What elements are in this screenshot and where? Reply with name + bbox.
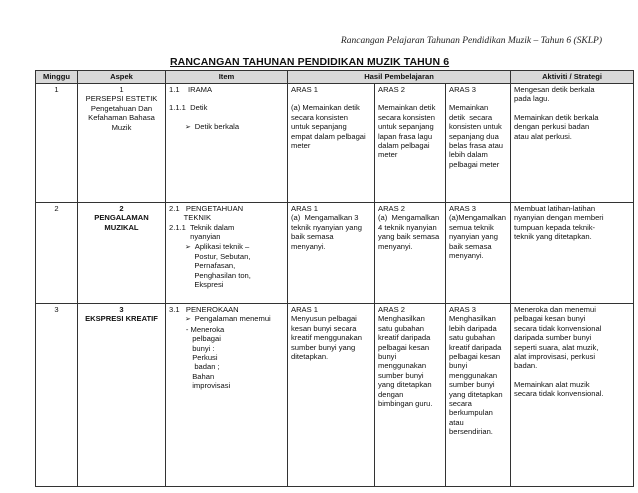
cell-minggu: 1 bbox=[36, 84, 78, 203]
aspek-line: PENGALAMAN bbox=[94, 213, 149, 223]
aktiviti-line: atau alat perkusi. bbox=[514, 131, 572, 141]
item-line: pelbagai bbox=[169, 334, 221, 344]
blank-line bbox=[378, 94, 442, 103]
aras1-line: menyanyi. bbox=[291, 241, 326, 251]
item-line: improvisasi bbox=[169, 381, 231, 391]
blank-line bbox=[169, 94, 284, 103]
aras1-line: (a) Memainkan detik bbox=[291, 103, 360, 113]
item-line: ➢ Detik berkala bbox=[169, 122, 284, 132]
aktiviti-line: alat improvisasi, perkusi bbox=[514, 352, 596, 362]
aktiviti-line: seperti suara, alat muzik, bbox=[514, 342, 599, 352]
aspek-line: MUZIKAL bbox=[104, 222, 139, 232]
cell-item bbox=[166, 203, 288, 304]
table-header-row bbox=[36, 71, 634, 84]
aras3-line: Memainkan bbox=[449, 103, 489, 113]
aktiviti-line: Meneroka dan menemui bbox=[514, 305, 596, 314]
aktiviti-line: tumpuan kepada teknik- bbox=[514, 222, 596, 232]
aras2-line: lapan frasa lagu bbox=[378, 131, 433, 141]
aras2-line: bimbingan guru. bbox=[378, 399, 433, 409]
blank-line bbox=[514, 104, 630, 113]
item-line: Perkusi bbox=[169, 353, 218, 363]
cell-aktiviti bbox=[511, 304, 634, 487]
aras1-line: ARAS 1 bbox=[291, 85, 319, 94]
aras2-line: pelbagai kesan bbox=[378, 342, 430, 352]
item-line: 2.1 PENGETAHUAN bbox=[169, 204, 244, 213]
aspek-line: Kefahaman Bahasa bbox=[88, 113, 155, 123]
running-header: Rancangan Pelajaran Tahunan Pendidikan Muzik – Tahun 6 (SKLP) bbox=[340, 36, 602, 46]
aras1-line: kreatif menggunakan bbox=[291, 333, 362, 343]
aras3-line: baik semasa bbox=[449, 241, 492, 251]
cell-item bbox=[166, 84, 288, 203]
aras1-line: (a) Mengamalkan 3 bbox=[291, 213, 359, 223]
aras2-line: ARAS 2 bbox=[378, 305, 406, 314]
aktiviti-line: pelbagai kesan bunyi bbox=[514, 314, 586, 324]
blank-line bbox=[169, 113, 284, 122]
aras3-line: bunyi bbox=[449, 361, 468, 371]
aktiviti-line: secara tidak konvensional bbox=[514, 323, 602, 333]
aras1-line: untuk sepanjang bbox=[291, 122, 347, 132]
aras2-line: bunyi bbox=[378, 352, 397, 362]
aras3-line: lebih daripada bbox=[449, 323, 497, 333]
cell-item bbox=[166, 304, 288, 487]
table-row bbox=[36, 304, 634, 487]
aras3-line: ARAS 3 bbox=[449, 305, 477, 314]
cell-aspek bbox=[78, 304, 166, 487]
aras1-line: sumber bunyi yang bbox=[291, 342, 356, 352]
item-line: badan ; bbox=[169, 362, 220, 372]
aras1-line: empat dalam pelbagai bbox=[291, 131, 366, 141]
aras3-line: menggunakan bbox=[449, 370, 498, 380]
item-line: nyanyian bbox=[169, 232, 221, 242]
aras2-line: Menghasilkan bbox=[378, 314, 425, 324]
aktiviti-line: Mengesan detik berkala bbox=[514, 85, 595, 94]
aras2-line: Memainkan detik bbox=[378, 103, 436, 113]
item-line: 1.1.1 Detik bbox=[169, 103, 208, 113]
document-title: RANCANGAN TAHUNAN PENDIDIKAN MUZIK TAHUN 6 bbox=[170, 56, 450, 68]
cell-aras1 bbox=[288, 203, 375, 304]
blank-line bbox=[291, 94, 371, 103]
aras3-line: bersendirian. bbox=[449, 427, 493, 437]
aras2-line: yang ditetapkan bbox=[378, 380, 432, 390]
item-line: Ekspresi bbox=[169, 280, 224, 290]
aras3-line: sumber bunyi bbox=[449, 380, 495, 390]
item-line: Penghasilan ton, bbox=[169, 270, 251, 280]
aras2-line: untuk sepanjang bbox=[378, 122, 434, 132]
aras1-line: kesan bunyi secara bbox=[291, 323, 357, 333]
aras2-line: ARAS 2 bbox=[378, 204, 406, 213]
aras3-line: kreatif daripada bbox=[449, 342, 502, 352]
aktiviti-line: Membuat latihan-latihan bbox=[514, 204, 596, 213]
aspek-line: EKSPRESI KREATIF bbox=[85, 314, 158, 324]
aktiviti-line: Memainkan detik berkala bbox=[514, 112, 599, 122]
aspek-number: 2 bbox=[119, 204, 124, 213]
aras3-line: sepanjang dua bbox=[449, 131, 499, 141]
cell-aktiviti bbox=[511, 203, 634, 304]
aras2-line: kreatif daripada bbox=[378, 333, 431, 343]
aspek-number: 1 bbox=[119, 85, 124, 94]
blank-line bbox=[514, 371, 630, 380]
aras2-line: yang baik semasa bbox=[378, 232, 440, 242]
aras3-line: secara bbox=[449, 399, 472, 409]
aspek-line: Muzik bbox=[111, 122, 132, 132]
item-line: 3.1 PENEROKAAN bbox=[169, 305, 239, 314]
annual-plan-table bbox=[35, 70, 634, 487]
item-line: - Meneroka bbox=[169, 324, 225, 334]
item-line: ➢ Aplikasi teknik – bbox=[169, 242, 284, 252]
aras3-line: pelbagai meter bbox=[449, 159, 500, 169]
aras3-line: lebih dalam bbox=[449, 150, 488, 160]
aras1-line: ARAS 1 bbox=[291, 305, 319, 314]
aras3-line: menyanyi. bbox=[449, 251, 484, 261]
aktiviti-line: badan. bbox=[514, 361, 538, 371]
item-line: Pernafasan, bbox=[169, 261, 236, 271]
cell-minggu: 2 bbox=[36, 203, 78, 304]
aras1-line: ARAS 1 bbox=[291, 204, 319, 213]
cell-minggu: 3 bbox=[36, 304, 78, 487]
cell-aspek bbox=[78, 84, 166, 203]
cell-aras2 bbox=[375, 203, 446, 304]
item-line: ➢ Pengalaman menemui bbox=[169, 314, 284, 324]
aras3-line: nyanyian yang bbox=[449, 232, 498, 242]
aras2-line: dalam pelbagai bbox=[378, 141, 430, 151]
column-header-item: Item bbox=[166, 71, 288, 84]
column-header-hasil: Hasil Pembelajaran bbox=[288, 71, 511, 84]
aras3-line: ARAS 3 bbox=[449, 85, 477, 94]
aras3-line: belas frasa atau bbox=[449, 141, 504, 151]
aspek-number: 3 bbox=[119, 305, 124, 314]
item-line: 2.1.1 Teknik dalam bbox=[169, 222, 235, 232]
aras3-line: satu gubahan bbox=[449, 333, 496, 343]
aktiviti-line: teknik yang ditetapkan. bbox=[514, 232, 592, 242]
aktiviti-line: daripada sumber bunyi bbox=[514, 333, 592, 343]
aras2-line: ARAS 2 bbox=[378, 85, 406, 94]
column-header-aktiviti: Aktiviti / Strategi bbox=[511, 71, 634, 84]
aras3-line: yang ditetapkan bbox=[449, 389, 503, 399]
aras3-line: detik secara bbox=[449, 112, 493, 122]
cell-aras2 bbox=[375, 84, 446, 203]
cell-aras2 bbox=[375, 304, 446, 487]
aras3-line: pelbagai kesan bbox=[449, 352, 501, 362]
aktiviti-line: Memainkan alat muzik bbox=[514, 379, 590, 389]
aras1-line: secara konsisten bbox=[291, 112, 348, 122]
aras1-line: baik semasa bbox=[291, 232, 334, 242]
cell-aras3 bbox=[446, 84, 511, 203]
aktiviti-line: nyanyian dengan memberi bbox=[514, 213, 604, 223]
aras3-line: ARAS 3 bbox=[449, 204, 477, 213]
aktiviti-line: pada lagu. bbox=[514, 94, 550, 104]
table-row bbox=[36, 203, 634, 304]
aktiviti-line: dengan perkusi badan bbox=[514, 122, 590, 132]
aras3-line: atau bbox=[449, 417, 464, 427]
cell-aras3 bbox=[446, 203, 511, 304]
column-header-minggu: Minggu bbox=[36, 71, 78, 84]
aras2-line: meter bbox=[378, 150, 398, 160]
table-row bbox=[36, 84, 634, 203]
aras1-line: meter bbox=[291, 141, 311, 151]
column-header-aspek: Aspek bbox=[78, 71, 166, 84]
item-line: 1.1 IRAMA bbox=[169, 85, 213, 94]
aras2-line: 4 teknik nyanyian bbox=[378, 222, 437, 232]
aspek-line: PERSEPSI ESTETIK bbox=[85, 94, 158, 104]
blank-line bbox=[449, 94, 507, 103]
cell-aras1 bbox=[288, 304, 375, 487]
aktiviti-line: secara tidak konvensional. bbox=[514, 389, 604, 399]
item-line: bunyi : bbox=[169, 343, 215, 353]
cell-aras3 bbox=[446, 304, 511, 487]
aras2-line: sumber bunyi bbox=[378, 370, 424, 380]
aras1-line: teknik nyanyian yang bbox=[291, 222, 362, 232]
aras2-line: dengan bbox=[378, 389, 404, 399]
aras3-line: konsisten untuk bbox=[449, 122, 502, 132]
aras3-line: Menghasilkan bbox=[449, 314, 496, 324]
aras1-line: ditetapkan. bbox=[291, 352, 329, 362]
cell-aras1 bbox=[288, 84, 375, 203]
cell-aktiviti bbox=[511, 84, 634, 203]
aspek-line: Pengetahuan Dan bbox=[90, 103, 153, 113]
aras3-line: (a)Mengamalkan bbox=[449, 213, 506, 223]
aras2-line: satu gubahan bbox=[378, 323, 425, 333]
cell-aspek bbox=[78, 203, 166, 304]
aras3-line: semua teknik bbox=[449, 222, 494, 232]
aras3-line: berkumpulan bbox=[449, 408, 493, 418]
aras2-line: (a) Mengamalkan bbox=[378, 213, 440, 223]
aras1-line: Menyusun pelbagai bbox=[291, 314, 357, 324]
aras2-line: menyanyi. bbox=[378, 241, 413, 251]
item-line: Bahan bbox=[169, 371, 215, 381]
aras2-line: secara konsisten bbox=[378, 112, 435, 122]
aras2-line: menggunakan bbox=[378, 361, 427, 371]
item-line: TEKNIK bbox=[169, 213, 212, 223]
item-line: Postur, Sebutan, bbox=[169, 252, 251, 262]
